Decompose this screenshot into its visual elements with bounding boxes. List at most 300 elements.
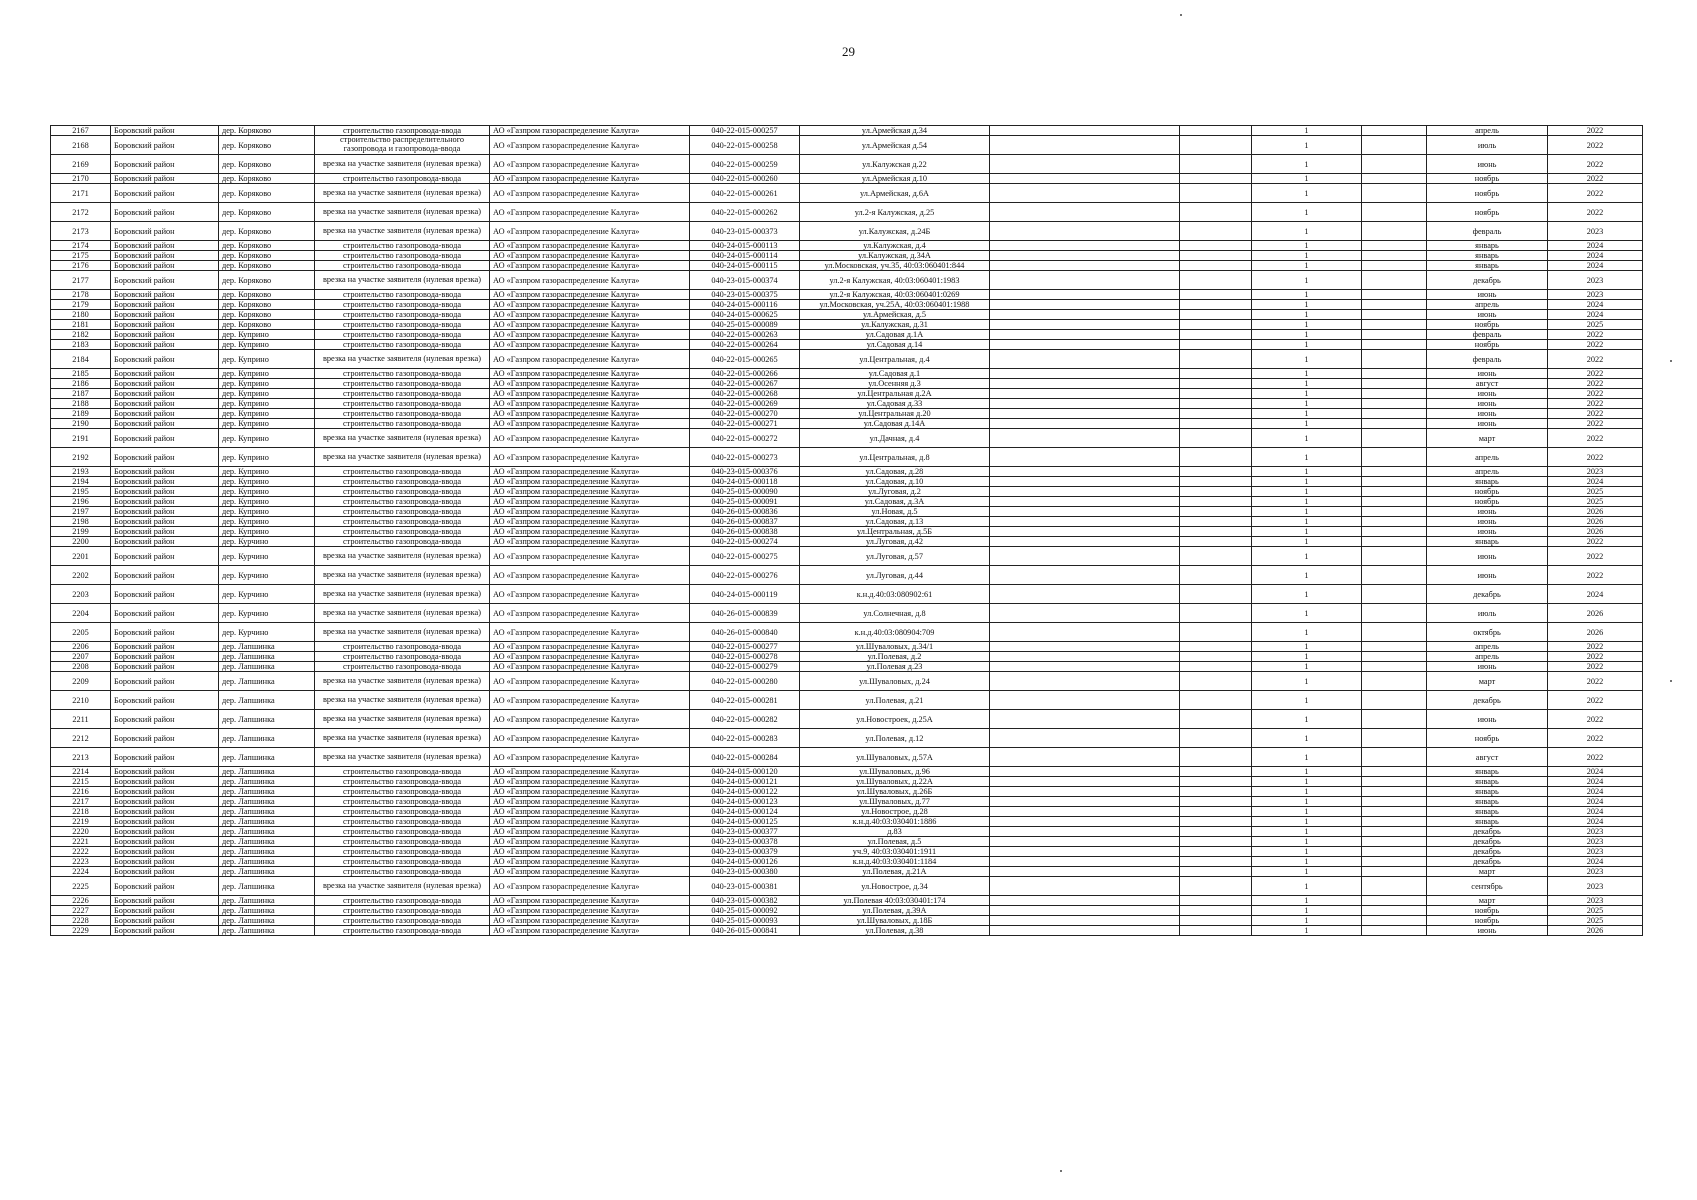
registry-code-cell: 040-24-015-000625	[690, 310, 800, 320]
registry-code-cell: 040-22-015-000271	[690, 419, 800, 429]
address-cell: ул.Армейская, д.6А	[800, 184, 990, 203]
blank-cell	[990, 710, 1180, 729]
quantity-cell: 1	[1252, 662, 1362, 672]
organization-cell: АО «Газпром газораспределение Калуга»	[490, 566, 690, 585]
row-number: 2212	[51, 729, 111, 748]
blank-cell	[1362, 817, 1427, 827]
blank-cell	[990, 623, 1180, 642]
organization-cell: АО «Газпром газораспределение Калуга»	[490, 300, 690, 310]
settlement-cell: дер. Курчино	[219, 547, 315, 566]
year-cell: 2022	[1548, 330, 1643, 340]
quantity-cell: 1	[1252, 837, 1362, 847]
district-cell: Боровский район	[111, 379, 219, 389]
table-row	[51, 729, 1643, 748]
district-cell: Боровский район	[111, 241, 219, 251]
registry-code-cell: 040-22-015-000263	[690, 330, 800, 340]
table-row	[51, 399, 1643, 409]
year-cell: 2023	[1548, 222, 1643, 241]
registry-code-cell: 040-22-015-000257	[690, 126, 800, 136]
district-cell: Боровский район	[111, 837, 219, 847]
registry-code-cell: 040-24-015-000115	[690, 261, 800, 271]
blank-cell	[1180, 585, 1252, 604]
work-type-cell: врезка на участке заявителя (нулевая врезка)	[315, 547, 490, 566]
blank-cell	[1362, 184, 1427, 203]
row-number: 2172	[51, 203, 111, 222]
settlement-cell: дер. Курчино	[219, 623, 315, 642]
quantity-cell: 1	[1252, 817, 1362, 827]
year-cell: 2022	[1548, 642, 1643, 652]
year-cell: 2022	[1548, 174, 1643, 184]
row-number: 2188	[51, 399, 111, 409]
table-row	[51, 566, 1643, 585]
address-cell: ул.Садовая, д.10	[800, 477, 990, 487]
settlement-cell: дер. Курчино	[219, 566, 315, 585]
row-number: 2167	[51, 126, 111, 136]
registry-code-cell: 040-25-015-000090	[690, 487, 800, 497]
year-cell: 2025	[1548, 497, 1643, 507]
quantity-cell: 1	[1252, 203, 1362, 222]
blank-cell	[1180, 222, 1252, 241]
settlement-cell: дер. Лапшинка	[219, 827, 315, 837]
organization-cell: АО «Газпром газораспределение Калуга»	[490, 251, 690, 261]
row-number: 2199	[51, 527, 111, 537]
month-cell: июнь	[1427, 290, 1548, 300]
blank-cell	[1362, 642, 1427, 652]
registry-code-cell: 040-26-015-000839	[690, 604, 800, 623]
address-cell: ул.Шуваловых, д.24	[800, 672, 990, 691]
settlement-cell: дер. Лапшинка	[219, 672, 315, 691]
district-cell: Боровский район	[111, 847, 219, 857]
year-cell: 2022	[1548, 155, 1643, 174]
district-cell: Боровский район	[111, 340, 219, 350]
blank-cell	[1362, 517, 1427, 527]
registry-code-cell: 040-25-015-000089	[690, 320, 800, 330]
table-row	[51, 389, 1643, 399]
organization-cell: АО «Газпром газораспределение Калуга»	[490, 419, 690, 429]
year-cell: 2023	[1548, 877, 1643, 896]
month-cell: январь	[1427, 777, 1548, 787]
address-cell: ул.Луговая, д.44	[800, 566, 990, 585]
work-type-cell: врезка на участке заявителя (нулевая врезка)	[315, 184, 490, 203]
organization-cell: АО «Газпром газораспределение Калуга»	[490, 507, 690, 517]
organization-cell: АО «Газпром газораспределение Калуга»	[490, 896, 690, 906]
address-cell: ул.Луговая, д.2	[800, 487, 990, 497]
month-cell: ноябрь	[1427, 203, 1548, 222]
row-number: 2187	[51, 389, 111, 399]
year-cell: 2022	[1548, 662, 1643, 672]
table-row	[51, 837, 1643, 847]
blank-cell	[1362, 777, 1427, 787]
blank-cell	[1180, 566, 1252, 585]
year-cell: 2022	[1548, 710, 1643, 729]
organization-cell: АО «Газпром газораспределение Калуга»	[490, 916, 690, 926]
address-cell: ул.Армейская д.34	[800, 126, 990, 136]
table-row	[51, 672, 1643, 691]
table-row	[51, 537, 1643, 547]
blank-cell	[1180, 517, 1252, 527]
row-number: 2190	[51, 419, 111, 429]
year-cell: 2026	[1548, 507, 1643, 517]
settlement-cell: дер. Коряково	[219, 310, 315, 320]
month-cell: март	[1427, 429, 1548, 448]
work-type-cell: строительство газопровода-ввода	[315, 642, 490, 652]
registry-code-cell: 040-22-015-000278	[690, 652, 800, 662]
registry-code-cell: 040-22-015-000283	[690, 729, 800, 748]
address-cell: ул.Центральная, д.8	[800, 448, 990, 467]
registry-code-cell: 040-24-015-000118	[690, 477, 800, 487]
quantity-cell: 1	[1252, 926, 1362, 936]
organization-cell: АО «Газпром газораспределение Калуга»	[490, 926, 690, 936]
month-cell: ноябрь	[1427, 174, 1548, 184]
table-row	[51, 155, 1643, 174]
organization-cell: АО «Газпром газораспределение Калуга»	[490, 710, 690, 729]
address-cell: ул.Центральная, д.4	[800, 350, 990, 369]
settlement-cell: дер. Куприно	[219, 448, 315, 467]
month-cell: июнь	[1427, 310, 1548, 320]
blank-cell	[1180, 896, 1252, 906]
blank-cell	[990, 340, 1180, 350]
blank-cell	[1362, 507, 1427, 517]
settlement-cell: дер. Лапшинка	[219, 710, 315, 729]
address-cell: ул.Луговая, д.42	[800, 537, 990, 547]
quantity-cell: 1	[1252, 827, 1362, 837]
blank-cell	[1180, 797, 1252, 807]
quantity-cell: 1	[1252, 241, 1362, 251]
registry-code-cell: 040-22-015-000268	[690, 389, 800, 399]
settlement-cell: дер. Лапшинка	[219, 691, 315, 710]
year-cell: 2023	[1548, 847, 1643, 857]
district-cell: Боровский район	[111, 662, 219, 672]
organization-cell: АО «Газпром газораспределение Калуга»	[490, 310, 690, 320]
work-type-cell: строительство газопровода-ввода	[315, 787, 490, 797]
work-type-cell: строительство газопровода-ввода	[315, 652, 490, 662]
quantity-cell: 1	[1252, 448, 1362, 467]
year-cell: 2024	[1548, 807, 1643, 817]
organization-cell: АО «Газпром газораспределение Калуга»	[490, 271, 690, 290]
blank-cell	[990, 672, 1180, 691]
address-cell: ул.Садовая д.14А	[800, 419, 990, 429]
scan-speck	[1060, 1170, 1062, 1172]
blank-cell	[990, 547, 1180, 566]
year-cell: 2023	[1548, 827, 1643, 837]
blank-cell	[1362, 906, 1427, 916]
blank-cell	[990, 517, 1180, 527]
settlement-cell: дер. Коряково	[219, 155, 315, 174]
blank-cell	[1180, 477, 1252, 487]
district-cell: Боровский район	[111, 409, 219, 419]
district-cell: Боровский район	[111, 251, 219, 261]
blank-cell	[1362, 203, 1427, 222]
work-type-cell: строительство газопровода-ввода	[315, 477, 490, 487]
quantity-cell: 1	[1252, 566, 1362, 585]
blank-cell	[1180, 271, 1252, 290]
year-cell: 2025	[1548, 487, 1643, 497]
month-cell: ноябрь	[1427, 916, 1548, 926]
settlement-cell: дер. Куприно	[219, 399, 315, 409]
work-type-cell: врезка на участке заявителя (нулевая врезка)	[315, 623, 490, 642]
blank-cell	[1362, 399, 1427, 409]
register-table-container	[50, 125, 1642, 936]
settlement-cell: дер. Коряково	[219, 300, 315, 310]
blank-cell	[1362, 857, 1427, 867]
work-type-cell: врезка на участке заявителя (нулевая врезка)	[315, 585, 490, 604]
table-row	[51, 241, 1643, 251]
year-cell: 2024	[1548, 767, 1643, 777]
registry-code-cell: 040-26-015-000838	[690, 527, 800, 537]
district-cell: Боровский район	[111, 916, 219, 926]
blank-cell	[990, 817, 1180, 827]
month-cell: июнь	[1427, 566, 1548, 585]
address-cell: уч.9, 40:03:030401:1911	[800, 847, 990, 857]
table-row	[51, 507, 1643, 517]
organization-cell: АО «Газпром газораспределение Калуга»	[490, 547, 690, 566]
blank-cell	[1362, 748, 1427, 767]
row-number: 2170	[51, 174, 111, 184]
address-cell: ул.Полевая, д.2	[800, 652, 990, 662]
organization-cell: АО «Газпром газораспределение Калуга»	[490, 662, 690, 672]
blank-cell	[990, 477, 1180, 487]
address-cell: к.н.д.40:03:030401:1886	[800, 817, 990, 827]
quantity-cell: 1	[1252, 290, 1362, 300]
blank-cell	[990, 585, 1180, 604]
quantity-cell: 1	[1252, 467, 1362, 477]
blank-cell	[1362, 261, 1427, 271]
settlement-cell: дер. Куприно	[219, 477, 315, 487]
district-cell: Боровский район	[111, 369, 219, 379]
blank-cell	[1362, 389, 1427, 399]
quantity-cell: 1	[1252, 585, 1362, 604]
quantity-cell: 1	[1252, 320, 1362, 330]
organization-cell: АО «Газпром газораспределение Калуга»	[490, 487, 690, 497]
row-number: 2226	[51, 896, 111, 906]
blank-cell	[1180, 241, 1252, 251]
organization-cell: АО «Газпром газораспределение Калуга»	[490, 369, 690, 379]
address-cell: ул.Луговая, д.57	[800, 547, 990, 566]
month-cell: декабрь	[1427, 857, 1548, 867]
district-cell: Боровский район	[111, 261, 219, 271]
blank-cell	[1180, 389, 1252, 399]
year-cell: 2024	[1548, 261, 1643, 271]
year-cell: 2024	[1548, 300, 1643, 310]
blank-cell	[1180, 184, 1252, 203]
blank-cell	[1362, 379, 1427, 389]
quantity-cell: 1	[1252, 896, 1362, 906]
quantity-cell: 1	[1252, 271, 1362, 290]
year-cell: 2022	[1548, 537, 1643, 547]
settlement-cell: дер. Коряково	[219, 271, 315, 290]
organization-cell: АО «Газпром газораспределение Калуга»	[490, 136, 690, 155]
blank-cell	[1362, 271, 1427, 290]
district-cell: Боровский район	[111, 729, 219, 748]
district-cell: Боровский район	[111, 467, 219, 477]
settlement-cell: дер. Куприно	[219, 517, 315, 527]
blank-cell	[990, 566, 1180, 585]
organization-cell: АО «Газпром газораспределение Калуга»	[490, 467, 690, 477]
table-row	[51, 429, 1643, 448]
organization-cell: АО «Газпром газораспределение Калуга»	[490, 497, 690, 507]
table-row	[51, 251, 1643, 261]
organization-cell: АО «Газпром газораспределение Калуга»	[490, 330, 690, 340]
work-type-cell: строительство газопровода-ввода	[315, 857, 490, 867]
blank-cell	[1362, 623, 1427, 642]
table-row	[51, 916, 1643, 926]
settlement-cell: дер. Лапшинка	[219, 767, 315, 777]
organization-cell: АО «Газпром газораспределение Калуга»	[490, 787, 690, 797]
settlement-cell: дер. Лапшинка	[219, 662, 315, 672]
district-cell: Боровский район	[111, 126, 219, 136]
blank-cell	[1362, 807, 1427, 817]
blank-cell	[1180, 837, 1252, 847]
quantity-cell: 1	[1252, 330, 1362, 340]
month-cell: апрель	[1427, 467, 1548, 477]
address-cell: ул.Садовая д.1А	[800, 330, 990, 340]
table-row	[51, 203, 1643, 222]
blank-cell	[1362, 419, 1427, 429]
settlement-cell: дер. Лапшинка	[219, 896, 315, 906]
blank-cell	[1180, 126, 1252, 136]
blank-cell	[1180, 547, 1252, 566]
table-row	[51, 777, 1643, 787]
table-row	[51, 827, 1643, 837]
blank-cell	[1362, 409, 1427, 419]
table-row	[51, 623, 1643, 642]
district-cell: Боровский район	[111, 136, 219, 155]
page-number: 29	[842, 44, 855, 59]
work-type-cell: строительство газопровода-ввода	[315, 174, 490, 184]
year-cell: 2023	[1548, 271, 1643, 290]
settlement-cell: дер. Коряково	[219, 290, 315, 300]
settlement-cell: дер. Куприно	[219, 487, 315, 497]
settlement-cell: дер. Коряково	[219, 251, 315, 261]
quantity-cell: 1	[1252, 419, 1362, 429]
registry-code-cell: 040-22-015-000272	[690, 429, 800, 448]
month-cell: январь	[1427, 797, 1548, 807]
settlement-cell: дер. Лапшинка	[219, 906, 315, 916]
month-cell: февраль	[1427, 350, 1548, 369]
district-cell: Боровский район	[111, 497, 219, 507]
quantity-cell: 1	[1252, 136, 1362, 155]
registry-code-cell: 040-22-015-000269	[690, 399, 800, 409]
quantity-cell: 1	[1252, 797, 1362, 807]
table-row	[51, 419, 1643, 429]
registry-code-cell: 040-24-015-000123	[690, 797, 800, 807]
work-type-cell: врезка на участке заявителя (нулевая врезка)	[315, 748, 490, 767]
registry-code-cell: 040-22-015-000282	[690, 710, 800, 729]
registry-code-cell: 040-22-015-000259	[690, 155, 800, 174]
district-cell: Боровский район	[111, 710, 219, 729]
work-type-cell: строительство газопровода-ввода	[315, 300, 490, 310]
work-type-cell: врезка на участке заявителя (нулевая врезка)	[315, 729, 490, 748]
settlement-cell: дер. Лапшинка	[219, 797, 315, 807]
year-cell: 2022	[1548, 389, 1643, 399]
row-number: 2224	[51, 867, 111, 877]
quantity-cell: 1	[1252, 409, 1362, 419]
blank-cell	[1180, 429, 1252, 448]
blank-cell	[1180, 847, 1252, 857]
blank-cell	[1180, 507, 1252, 517]
blank-cell	[990, 251, 1180, 261]
month-cell: январь	[1427, 537, 1548, 547]
quantity-cell: 1	[1252, 906, 1362, 916]
year-cell: 2023	[1548, 467, 1643, 477]
district-cell: Боровский район	[111, 203, 219, 222]
settlement-cell: дер. Лапшинка	[219, 807, 315, 817]
quantity-cell: 1	[1252, 748, 1362, 767]
work-type-cell: строительство газопровода-ввода	[315, 290, 490, 300]
blank-cell	[1180, 672, 1252, 691]
blank-cell	[1362, 916, 1427, 926]
month-cell: август	[1427, 379, 1548, 389]
registry-code-cell: 040-24-015-000125	[690, 817, 800, 827]
registry-code-cell: 040-24-015-000114	[690, 251, 800, 261]
row-number: 2175	[51, 251, 111, 261]
address-cell: д.83	[800, 827, 990, 837]
district-cell: Боровский район	[111, 399, 219, 409]
table-row	[51, 867, 1643, 877]
blank-cell	[1362, 251, 1427, 261]
settlement-cell: дер. Курчино	[219, 585, 315, 604]
month-cell: ноябрь	[1427, 906, 1548, 916]
registry-code-cell: 040-22-015-000262	[690, 203, 800, 222]
table-row	[51, 817, 1643, 827]
blank-cell	[1362, 710, 1427, 729]
settlement-cell: дер. Куприно	[219, 389, 315, 399]
table-row	[51, 300, 1643, 310]
year-cell: 2022	[1548, 729, 1643, 748]
row-number: 2177	[51, 271, 111, 290]
blank-cell	[1362, 126, 1427, 136]
address-cell: ул.Садовая, д.3А	[800, 497, 990, 507]
work-type-cell: строительство газопровода-ввода	[315, 906, 490, 916]
blank-cell	[990, 448, 1180, 467]
year-cell: 2022	[1548, 448, 1643, 467]
year-cell: 2024	[1548, 857, 1643, 867]
blank-cell	[1180, 867, 1252, 877]
quantity-cell: 1	[1252, 729, 1362, 748]
work-type-cell: строительство газопровода-ввода	[315, 767, 490, 777]
blank-cell	[1180, 379, 1252, 389]
blank-cell	[990, 537, 1180, 547]
blank-cell	[1180, 527, 1252, 537]
month-cell: февраль	[1427, 222, 1548, 241]
registry-code-cell: 040-23-015-000380	[690, 867, 800, 877]
year-cell: 2022	[1548, 399, 1643, 409]
organization-cell: АО «Газпром газораспределение Калуга»	[490, 379, 690, 389]
year-cell: 2024	[1548, 310, 1643, 320]
table-row	[51, 527, 1643, 537]
registry-code-cell: 040-25-015-000091	[690, 497, 800, 507]
quantity-cell: 1	[1252, 691, 1362, 710]
quantity-cell: 1	[1252, 642, 1362, 652]
blank-cell	[1180, 203, 1252, 222]
year-cell: 2022	[1548, 748, 1643, 767]
row-number: 2218	[51, 807, 111, 817]
table-row	[51, 642, 1643, 652]
district-cell: Боровский район	[111, 827, 219, 837]
work-type-cell: строительство газопровода-ввода	[315, 777, 490, 787]
blank-cell	[1362, 155, 1427, 174]
blank-cell	[1180, 662, 1252, 672]
registry-code-cell: 040-23-015-000375	[690, 290, 800, 300]
blank-cell	[990, 467, 1180, 477]
table-row	[51, 787, 1643, 797]
organization-cell: АО «Газпром газораспределение Калуга»	[490, 320, 690, 330]
quantity-cell: 1	[1252, 777, 1362, 787]
organization-cell: АО «Газпром газораспределение Калуга»	[490, 290, 690, 300]
organization-cell: АО «Газпром газораспределение Калуга»	[490, 517, 690, 527]
blank-cell	[990, 729, 1180, 748]
address-cell: к.н.д.40:03:030401:1184	[800, 857, 990, 867]
